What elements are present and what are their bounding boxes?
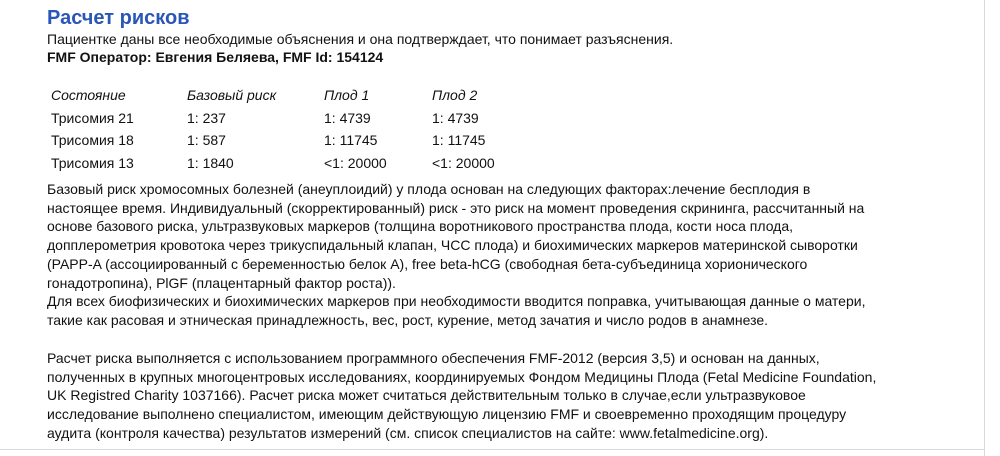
software-disclaimer-paragraph: [47, 349, 876, 443]
operator-info: FMF Оператор: Евгения Беляева, FMF Id: 154124: [47, 49, 384, 65]
paragraph-line: Расчет риска выполняется с использованием программного обеспечения FMF-2012 (версия 3,5) и основан на данных,: [47, 350, 820, 366]
column-header-fetus-1: Плод 1: [324, 87, 370, 104]
table-row: [45, 129, 552, 152]
table-cell: Трисомия 13: [51, 154, 134, 171]
paragraph-line: Базовый риск хромосомных болезней (анеуплоидий) у плода основан на следующих факторах:лечение бесплодия в: [47, 181, 811, 197]
intro-text: Пациентке даны все необходимые объяснения и она подтверждает, что понимает разъяснения.: [47, 31, 674, 47]
table-cell: <1: 20000: [432, 154, 495, 171]
table-cell: 1: 587: [187, 132, 226, 149]
column-header-condition: Состояние: [51, 87, 126, 104]
table-cell: Трисомия 21: [51, 109, 134, 126]
table-row: [45, 152, 552, 175]
page-right-border: [984, 0, 985, 456]
table-cell: <1: 20000: [324, 154, 387, 171]
risk-explanation-paragraph: [47, 180, 865, 330]
paragraph-line: допплерометрия кровотока через трикуспидальный клапан, ЧСС плода) и биохимических маркеров материнской сыворотки: [47, 237, 858, 254]
paragraph-line: основе базового риска, ультразвуковых маркеров (толщина воротникового пространства плода, кости носа плода,: [47, 218, 794, 235]
page-bottom-border: [0, 449, 985, 450]
table-cell: 1: 237: [187, 109, 226, 126]
table-row: [45, 107, 552, 130]
page-title: Расчет рисков: [47, 7, 190, 29]
table-cell: 1: 11745: [324, 132, 378, 149]
table-cell: 1: 4739: [432, 109, 479, 126]
paragraph-line: настоящее время. Индивидуальный (скорректированный) риск - это риск на момент проведения скрининга, рассчитанный на: [47, 199, 865, 216]
paragraph-line: полученных в крупных многоцентровых исследованиях, координируемых Фондом Медицины Плода (Fetal Medicine Foundation,: [47, 368, 877, 385]
paragraph-line: Для всех биофизических и биохимических маркеров при необходимости вводится поправка, учитывающая данные о матери,: [47, 293, 866, 310]
table-cell: 1: 1840: [187, 154, 234, 171]
paragraph-line: аудита (контроля качества) результатов измерений (см. список специалистов на сайте: www.fetalmedicine.org).: [47, 424, 769, 441]
risk-table: [45, 84, 552, 174]
column-header-base-risk: Базовый риск: [187, 87, 277, 104]
paragraph-line: такие как расовая и этническая принадлежность, вес, рост, курение, метод зачатия и число родов в анамнезе.: [47, 311, 769, 328]
paragraph-line: гонадотропина), PlGF (плацентарный фактор роста)).: [47, 274, 396, 291]
table-header-row: [45, 84, 552, 107]
column-header-fetus-2: Плод 2: [432, 87, 478, 104]
paragraph-line: UK Registred Charity 1037166). Расчет риска может считаться действительным только в случае,если ультразвуковое: [47, 387, 806, 404]
paragraph-line: исследование выполнено специалистом, имеющим действующую лицензию FMF и своевременно проходящим процедуру: [47, 406, 847, 423]
table-cell: 1: 11745: [432, 132, 486, 149]
table-cell: 1: 4739: [324, 109, 371, 126]
table-cell: Трисомия 18: [51, 132, 134, 149]
paragraph-line: (PAPP-A (ассоциированный с беременностью белок А), free beta-hCG (свободная бета-субъединица хорионического: [47, 255, 808, 272]
